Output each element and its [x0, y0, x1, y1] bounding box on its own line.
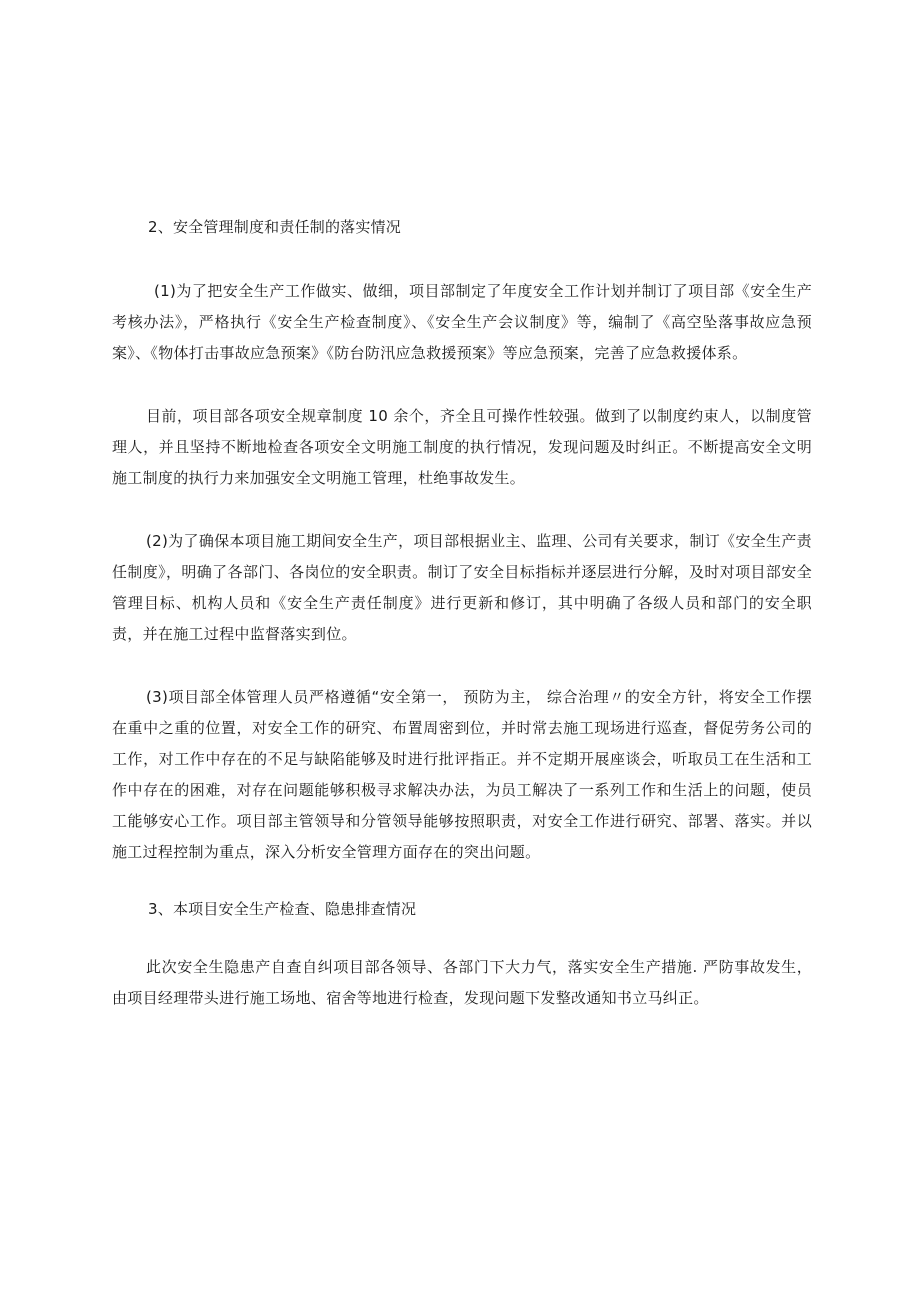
- paragraph-regulations: 目前，项目部各项安全规章制度 10 余个，齐全且可操作性较强。做到了以制度约束人，以制度管理人，并且坚持不断地检查各项安全文明施工制度的执行情况，发现问题及时纠正。不断提高安全文明施工制度的执行力来加强安全文明施工管理，杜绝事故发生。: [112, 407, 812, 487]
- paragraph-management-policy: (3)项目部全体管理人员严格遵循“安全第一， 预防为主， 综合治理〃的安全方针，将安全工作摆在重中之重的位置，对安全工作的研究、布置周密到位，并时常去施工现场进行巡查，督促劳务公司的工作，对工作中存在的不足与缺陷能够及时进行批评指正。并不定期开展座谈会，听取员工在生活和工作中存在的困难，对存在问题能够积极寻求解决办法，为员工解决了一系列工作和生活上的问题，使员工能够安心工作。项目部主管领导和分管领导能够按照职责，对安全工作进行研究、部署、落实。并以施工过程控制为重点，深入分析安全管理方面存在的突出问题。: [112, 688, 812, 861]
- section-heading-2: 2、安全管理制度和责任制的落实情况: [148, 218, 401, 236]
- paragraph-inspection: 此次安全生隐患产自查自纠项目部各领导、各部门下大力气，落实安全生产措施. 严防事故发生，由项目经理带头进行施工场地、宿舍等地进行检查，发现问题下发整改通知书立马纠正。: [112, 958, 812, 1007]
- paragraph-responsibility-system: (2)为了确保本项目施工期间安全生产，项目部根据业主、监理、公司有关要求，制订《安全生产责任制度》，明确了各部门、各岗位的安全职责。制订了安全目标指标并逐层进行分解，及时对项目部安全管理目标、机构人员和《安全生产责任制度》进行更新和修订，其中明确了各级人员和部门的安全职责，并在施工过程中监督落实到位。: [112, 532, 812, 643]
- document-page: [112, 212, 812, 1046]
- section-heading-3: 3、本项目安全生产检查、隐患排查情况: [148, 900, 417, 918]
- paragraph-emergency-plans: (1)为了把安全生产工作做实、做细，项目部制定了年度安全工作计划并制订了项目部《安全生产考核办法》，严格执行《安全生产检查制度》、《安全生产会议制度》等，编制了《高空坠落事故应急预案》、《物体打击事故应急预案》《防台防汛应急救援预案》等应急预案，完善了应急救援体系。: [112, 282, 812, 362]
